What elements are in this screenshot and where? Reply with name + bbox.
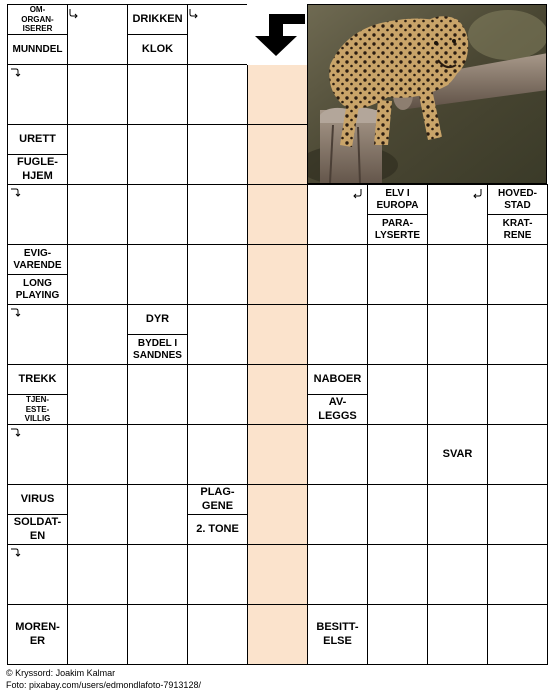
answer-cell[interactable] <box>427 244 488 305</box>
answer-cell[interactable] <box>367 484 428 545</box>
leopard-photo <box>307 4 547 184</box>
answer-cell[interactable] <box>367 604 428 665</box>
clue-avleggs: AV- LEGGS <box>307 394 368 425</box>
clue-bydel-i-sandnes: BYDEL I SANDNES <box>127 334 188 365</box>
answer-cell[interactable] <box>487 304 548 365</box>
answer-cell[interactable] <box>367 544 428 605</box>
solution-cell[interactable] <box>247 64 308 125</box>
answer-cell[interactable] <box>67 424 128 485</box>
clue-paralyserte: PARA- LYSERTE <box>367 214 428 245</box>
answer-cell[interactable] <box>187 184 248 245</box>
solution-cell[interactable] <box>247 484 308 545</box>
answer-cell[interactable] <box>367 424 428 485</box>
answer-cell[interactable] <box>427 544 488 605</box>
hook-arrow-left-icon <box>352 188 363 199</box>
answer-cell[interactable] <box>67 64 128 125</box>
answer-cell[interactable] <box>67 184 128 245</box>
hook-arrow-down-icon <box>10 427 21 438</box>
hook-arrow-right-icon <box>188 8 199 19</box>
clue-urett: URETT <box>7 124 68 155</box>
hook-arrow-down-icon <box>10 67 21 78</box>
clue-kratrene: KRAT- RENE <box>487 214 548 245</box>
solution-cell[interactable] <box>247 424 308 485</box>
big-down-arrow-icon <box>247 4 308 65</box>
clue-besittelse: BESITT- ELSE <box>307 604 368 665</box>
answer-cell[interactable] <box>367 244 428 305</box>
answer-cell[interactable] <box>67 124 128 185</box>
clue-hovedstad: HOVED- STAD <box>487 184 548 215</box>
hook-arrow-down-icon <box>10 187 21 198</box>
solution-cell[interactable] <box>247 244 308 305</box>
answer-cell[interactable] <box>127 424 188 485</box>
clue-munndel: MUNNDEL <box>7 34 68 65</box>
answer-cell[interactable] <box>487 244 548 305</box>
clue-evigvarende: EVIG- VARENDE <box>7 244 68 275</box>
clue-tjenestevillig: TJEN- ESTE- VILLIG <box>7 394 68 425</box>
clue-fuglehjem: FUGLE- HJEM <box>7 154 68 185</box>
answer-cell[interactable] <box>127 364 188 425</box>
answer-cell[interactable] <box>187 364 248 425</box>
answer-cell[interactable] <box>307 304 368 365</box>
answer-cell[interactable] <box>127 64 188 125</box>
hook-arrow-down-icon <box>10 547 21 558</box>
solution-cell[interactable] <box>247 604 308 665</box>
answer-cell[interactable] <box>487 544 548 605</box>
clue-soldaten: SOLDAT- EN <box>7 514 68 545</box>
answer-cell[interactable] <box>307 484 368 545</box>
answer-cell[interactable] <box>487 364 548 425</box>
answer-cell[interactable] <box>367 364 428 425</box>
clue-long-playing: LONG PLAYING <box>7 274 68 305</box>
answer-cell[interactable] <box>307 424 368 485</box>
answer-cell[interactable] <box>427 484 488 545</box>
clue-morener: MOREN- ER <box>7 604 68 665</box>
hook-arrow-down-icon <box>10 307 21 318</box>
answer-cell[interactable] <box>187 304 248 365</box>
answer-cell[interactable] <box>127 184 188 245</box>
clue-trekk: TREKK <box>7 364 68 395</box>
hook-arrow-right-icon <box>68 8 79 19</box>
clue-plaggene: PLAG- GENE <box>187 484 248 515</box>
answer-cell[interactable] <box>67 244 128 305</box>
clue-virus: VIRUS <box>7 484 68 515</box>
clue-naboer: NABOER <box>307 364 368 395</box>
solution-cell[interactable] <box>247 124 308 185</box>
answer-cell[interactable] <box>67 544 128 605</box>
clue-elv-i-europa: ELV I EUROPA <box>367 184 428 215</box>
answer-cell[interactable] <box>127 604 188 665</box>
answer-cell[interactable] <box>67 304 128 365</box>
clue-dyr: DYR <box>127 304 188 335</box>
clue-om-organ-iserer: OM- ORGAN- ISERER <box>7 4 68 35</box>
clue-2-tone: 2. TONE <box>187 514 248 545</box>
answer-cell[interactable] <box>187 244 248 305</box>
hook-arrow-left-icon <box>472 188 483 199</box>
answer-cell[interactable] <box>307 244 368 305</box>
answer-cell[interactable] <box>187 604 248 665</box>
clue-drikken: DRIKKEN <box>127 4 188 35</box>
answer-cell[interactable] <box>427 304 488 365</box>
answer-cell[interactable] <box>427 604 488 665</box>
answer-cell[interactable] <box>187 424 248 485</box>
answer-cell[interactable] <box>127 544 188 605</box>
answer-cell[interactable] <box>487 604 548 665</box>
clue-svar: SVAR <box>427 424 488 485</box>
answer-cell[interactable] <box>367 304 428 365</box>
solution-cell[interactable] <box>247 364 308 425</box>
answer-cell[interactable] <box>127 484 188 545</box>
solution-cell[interactable] <box>247 184 308 245</box>
answer-cell[interactable] <box>187 64 248 125</box>
credit-crossword: © Kryssord: Joakim Kalmar <box>6 668 116 678</box>
answer-cell[interactable] <box>427 364 488 425</box>
clue-klok: KLOK <box>127 34 188 65</box>
answer-cell[interactable] <box>487 484 548 545</box>
answer-cell[interactable] <box>67 484 128 545</box>
answer-cell[interactable] <box>307 544 368 605</box>
solution-cell[interactable] <box>247 304 308 365</box>
answer-cell[interactable] <box>487 424 548 485</box>
answer-cell[interactable] <box>127 244 188 305</box>
solution-cell[interactable] <box>247 544 308 605</box>
answer-cell[interactable] <box>127 124 188 185</box>
answer-cell[interactable] <box>187 124 248 185</box>
answer-cell[interactable] <box>67 604 128 665</box>
answer-cell[interactable] <box>67 364 128 425</box>
credit-photo: Foto: pixabay.com/users/edmondlafoto-7913128/ <box>6 680 201 690</box>
solution-arrow-cell <box>247 4 308 65</box>
answer-cell[interactable] <box>187 544 248 605</box>
leopard-image <box>308 5 547 184</box>
